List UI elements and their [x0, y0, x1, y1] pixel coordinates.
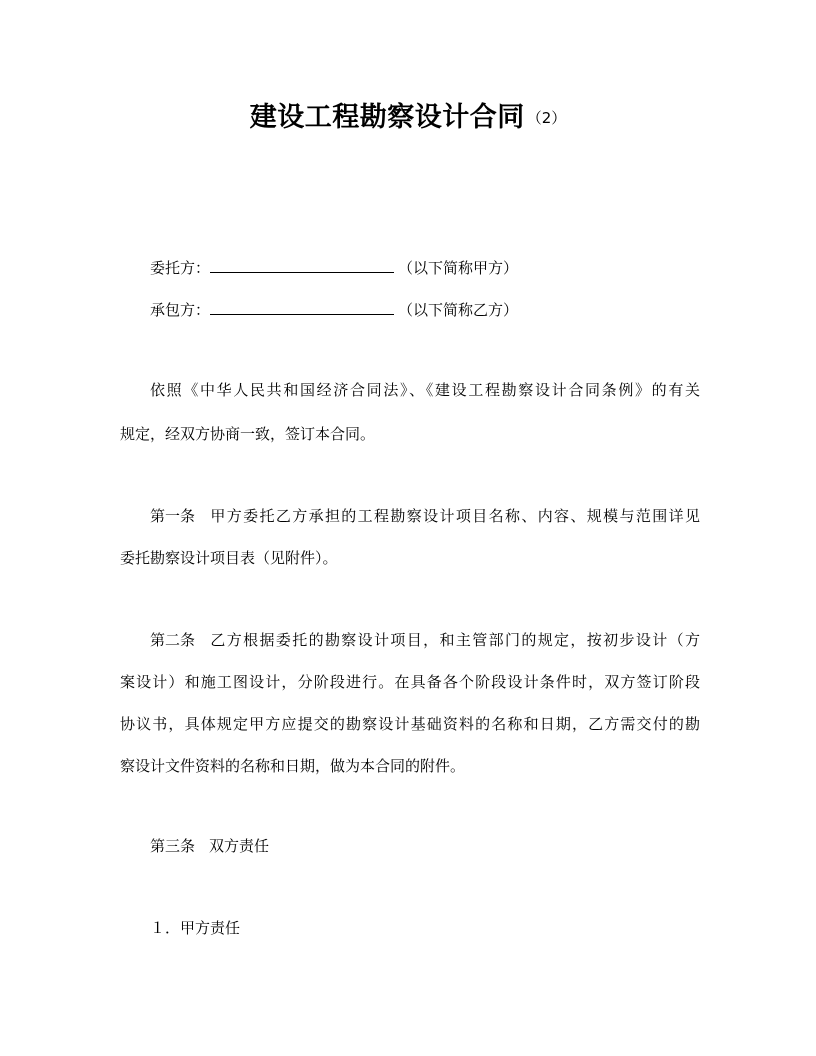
- preamble-line-1: 依照《中华人民共和国经济合同法》、《建设工程勘察设计合同条例》的有关: [150, 381, 700, 399]
- client-line: [150, 256, 700, 278]
- article1-line-1: [150, 506, 700, 526]
- article1-head: 第一条: [150, 507, 196, 525]
- article2-line-3: 协议书，具体规定甲方应提交的勘察设计基础资料的名称和日期，乙方需交付的勘: [120, 715, 700, 733]
- article2-line-4: 察设计文件资料的名称和日期，做为本合同的附件。: [120, 757, 466, 775]
- article3-line: [150, 836, 700, 856]
- preamble-line-2: 规定，经双方协商一致，签订本合同。: [120, 425, 376, 443]
- item1-text: 甲方责任: [180, 919, 241, 937]
- client-blank: [210, 256, 394, 273]
- article2-text: 乙方根据委托的勘察设计项目，和主管部门的规定，按初步设计（方: [209, 631, 700, 649]
- article1-line-2: 委托勘察设计项目表（见附件）。: [120, 549, 338, 567]
- item1-number: １．: [150, 919, 181, 937]
- contractor-label: 承包方：: [150, 301, 211, 319]
- document-title: [0, 98, 816, 141]
- article2-line-2: 案设计）和施工图设计，分阶段进行。在具备各个阶段设计条件时，双方签订阶段: [120, 673, 700, 691]
- client-note: （以下简称甲方）: [398, 259, 519, 277]
- article3-head: 第三条: [150, 837, 196, 855]
- title-sub: （2）: [526, 109, 567, 127]
- contractor-line: [150, 298, 700, 320]
- article1-text: 甲方委托乙方承担的工程勘察设计项目名称、内容、规模与范围详见: [209, 507, 700, 525]
- title-main: 建设工程勘察设计合同: [249, 102, 525, 133]
- article3-text: 双方责任: [209, 837, 270, 855]
- contractor-blank: [210, 298, 394, 315]
- client-label: 委托方：: [150, 259, 211, 277]
- article2-head: 第二条: [150, 631, 196, 649]
- article2-line-1: [150, 630, 700, 650]
- contractor-note: （以下简称乙方）: [398, 301, 519, 319]
- item1-line: [150, 918, 700, 938]
